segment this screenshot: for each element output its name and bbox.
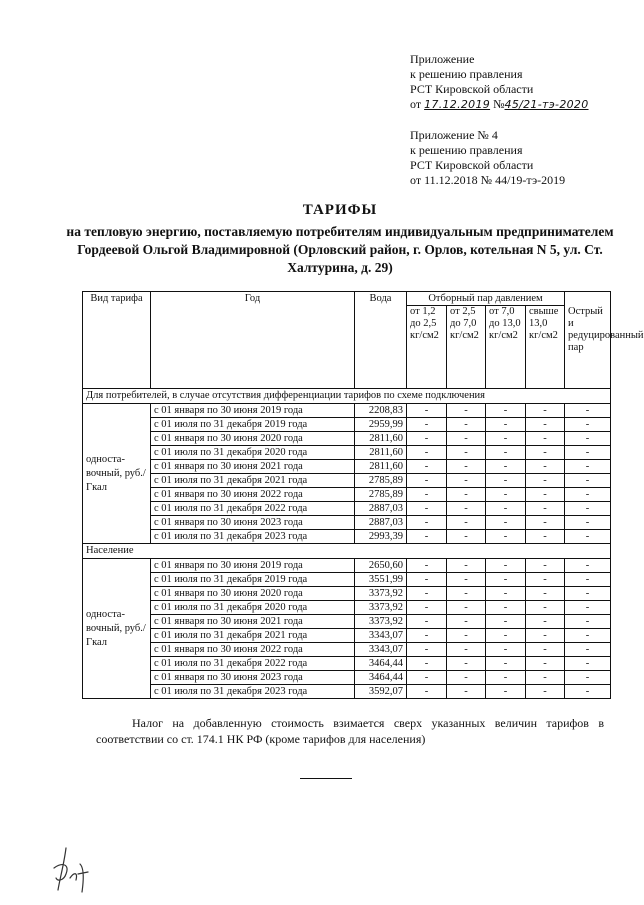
pressure-2-cell: - — [447, 530, 486, 544]
pressure-4-cell: - — [526, 418, 565, 432]
period-cell: с 01 января по 30 июня 2020 года — [151, 432, 355, 446]
appendix-current-line3: РСТ Кировской области — [410, 82, 534, 96]
pressure-4-cell: - — [526, 446, 565, 460]
sharp-steam-cell: - — [565, 432, 611, 446]
table-row — [83, 643, 611, 657]
sharp-steam-cell: - — [565, 643, 611, 657]
pressure-3-cell: - — [486, 502, 526, 516]
header-water: Вода — [355, 292, 407, 389]
pressure-2-cell: - — [447, 671, 486, 685]
handwritten-signature-icon — [40, 838, 100, 898]
water-cell: 3464,44 — [355, 671, 407, 685]
table-row — [83, 587, 611, 601]
table-row — [83, 629, 611, 643]
pressure-4-cell: - — [526, 530, 565, 544]
water-cell: 2887,03 — [355, 516, 407, 530]
pressure-4-cell: - — [526, 643, 565, 657]
appendix-current-line1: Приложение — [410, 52, 475, 66]
period-cell: с 01 июля по 31 декабря 2021 года — [151, 474, 355, 488]
table-row — [83, 573, 611, 587]
table-row — [83, 502, 611, 516]
end-divider — [300, 778, 352, 779]
sharp-steam-cell: - — [565, 418, 611, 432]
table-row — [83, 601, 611, 615]
sharp-steam-cell: - — [565, 657, 611, 671]
pressure-3-cell: - — [486, 418, 526, 432]
table-row — [83, 404, 611, 418]
pressure-4-cell: - — [526, 685, 565, 699]
period-cell: с 01 июля по 31 декабря 2022 года — [151, 657, 355, 671]
table-row — [83, 657, 611, 671]
period-cell: с 01 июля по 31 декабря 2020 года — [151, 601, 355, 615]
appendix-current-number-value: 45/21-тэ-2020 — [504, 98, 589, 111]
period-cell: с 01 января по 30 июня 2019 года — [151, 404, 355, 418]
appendix-current-date-line — [410, 97, 589, 112]
header-pressure-3: от 7,0 до 13,0 кг/см2 — [486, 306, 526, 389]
pressure-3-cell: - — [486, 643, 526, 657]
table-row — [83, 615, 611, 629]
water-cell: 2785,89 — [355, 488, 407, 502]
pressure-3-cell: - — [486, 573, 526, 587]
pressure-3-cell: - — [486, 432, 526, 446]
sharp-steam-cell: - — [565, 573, 611, 587]
table-row — [83, 488, 611, 502]
period-cell: с 01 июля по 31 декабря 2019 года — [151, 573, 355, 587]
table-row — [83, 460, 611, 474]
pressure-1-cell: - — [407, 559, 447, 573]
appendix-previous-line4: от 11.12.2018 № 44/19-тэ-2019 — [410, 173, 566, 187]
sharp-steam-cell: - — [565, 530, 611, 544]
header-pressure-2: от 2,5 до 7,0 кг/см2 — [447, 306, 486, 389]
pressure-3-cell: - — [486, 615, 526, 629]
sharp-steam-cell: - — [565, 615, 611, 629]
pressure-1-cell: - — [407, 601, 447, 615]
pressure-1-cell: - — [407, 657, 447, 671]
pressure-3-cell: - — [486, 404, 526, 418]
appendix-current-line2: к решению правления — [410, 67, 523, 81]
water-cell: 2887,03 — [355, 502, 407, 516]
water-cell: 2811,60 — [355, 432, 407, 446]
water-cell: 2208,83 — [355, 404, 407, 418]
table-row — [83, 446, 611, 460]
period-cell: с 01 января по 30 июня 2023 года — [151, 516, 355, 530]
pressure-1-cell: - — [407, 446, 447, 460]
period-cell: с 01 июля по 31 декабря 2020 года — [151, 446, 355, 460]
period-cell: с 01 января по 30 июня 2020 года — [151, 587, 355, 601]
title-subtitle: на тепловую энергию, поставляемую потребителям индивидуальным предпринимателем Гордеевой Ольгой Владимировной (Орловский район, г. Орлов, котельная N 5, ул. Ст. Халтурина, д. 29) — [66, 224, 614, 275]
water-cell: 3343,07 — [355, 643, 407, 657]
pressure-1-cell: - — [407, 460, 447, 474]
tariff-table-body — [83, 389, 611, 699]
pressure-4-cell: - — [526, 404, 565, 418]
sharp-steam-cell: - — [565, 488, 611, 502]
pressure-3-cell: - — [486, 559, 526, 573]
pressure-1-cell: - — [407, 502, 447, 516]
document-title — [60, 202, 620, 277]
pressure-3-cell: - — [486, 488, 526, 502]
sharp-steam-cell: - — [565, 629, 611, 643]
header-sharp-steam: Острый и редуцированный пар — [565, 292, 611, 389]
pressure-3-cell: - — [486, 474, 526, 488]
pressure-2-cell: - — [447, 446, 486, 460]
table-row — [83, 671, 611, 685]
water-cell: 2785,89 — [355, 474, 407, 488]
sharp-steam-cell: - — [565, 404, 611, 418]
appendix-previous-line3: РСТ Кировской области — [410, 158, 534, 172]
sharp-steam-cell: - — [565, 516, 611, 530]
water-cell: 2993,39 — [355, 530, 407, 544]
period-cell: с 01 июля по 31 декабря 2019 года — [151, 418, 355, 432]
appendix-current-date-value: 17.12.2019 — [424, 98, 491, 111]
pressure-2-cell: - — [447, 615, 486, 629]
pressure-1-cell: - — [407, 418, 447, 432]
pressure-2-cell: - — [447, 559, 486, 573]
period-cell: с 01 января по 30 июня 2021 года — [151, 615, 355, 629]
pressure-1-cell: - — [407, 488, 447, 502]
pressure-1-cell: - — [407, 404, 447, 418]
pressure-3-cell: - — [486, 657, 526, 671]
section-title: Население — [83, 544, 611, 559]
pressure-2-cell: - — [447, 432, 486, 446]
header-pressure-4: свыше 13,0 кг/см2 — [526, 306, 565, 389]
pressure-2-cell: - — [447, 601, 486, 615]
header-tariff-type: Вид тарифа — [83, 292, 151, 389]
pressure-1-cell: - — [407, 530, 447, 544]
period-cell: с 01 января по 30 июня 2022 года — [151, 643, 355, 657]
pressure-1-cell: - — [407, 474, 447, 488]
pressure-4-cell: - — [526, 587, 565, 601]
pressure-4-cell: - — [526, 516, 565, 530]
title-main: ТАРИФЫ — [302, 202, 378, 218]
sharp-steam-cell: - — [565, 671, 611, 685]
sharp-steam-cell: - — [565, 502, 611, 516]
period-cell: с 01 июля по 31 декабря 2022 года — [151, 502, 355, 516]
water-cell: 3551,99 — [355, 573, 407, 587]
pressure-1-cell: - — [407, 615, 447, 629]
pressure-4-cell: - — [526, 615, 565, 629]
pressure-1-cell: - — [407, 587, 447, 601]
period-cell: с 01 января по 30 июня 2021 года — [151, 460, 355, 474]
water-cell: 2959,99 — [355, 418, 407, 432]
pressure-2-cell: - — [447, 573, 486, 587]
water-cell: 3373,92 — [355, 615, 407, 629]
water-cell: 3592,07 — [355, 685, 407, 699]
appendix-previous-line2: к решению правления — [410, 143, 523, 157]
pressure-2-cell: - — [447, 404, 486, 418]
pressure-3-cell: - — [486, 516, 526, 530]
period-cell: с 01 июля по 31 декабря 2023 года — [151, 685, 355, 699]
pressure-1-cell: - — [407, 432, 447, 446]
sharp-steam-cell: - — [565, 601, 611, 615]
pressure-2-cell: - — [447, 502, 486, 516]
period-cell: с 01 июля по 31 декабря 2023 года — [151, 530, 355, 544]
period-cell: с 01 июля по 31 декабря 2021 года — [151, 629, 355, 643]
section-row — [83, 389, 611, 404]
table-row — [83, 432, 611, 446]
pressure-4-cell: - — [526, 629, 565, 643]
table-row — [83, 516, 611, 530]
pressure-2-cell: - — [447, 460, 486, 474]
pressure-2-cell: - — [447, 643, 486, 657]
pressure-2-cell: - — [447, 685, 486, 699]
pressure-4-cell: - — [526, 671, 565, 685]
header-pressure-1: от 1,2 до 2,5 кг/см2 — [407, 306, 447, 389]
pressure-1-cell: - — [407, 573, 447, 587]
pressure-2-cell: - — [447, 629, 486, 643]
table-row — [83, 685, 611, 699]
water-cell: 3464,44 — [355, 657, 407, 671]
pressure-2-cell: - — [447, 657, 486, 671]
pressure-2-cell: - — [447, 474, 486, 488]
pressure-4-cell: - — [526, 460, 565, 474]
pressure-1-cell: - — [407, 685, 447, 699]
pressure-3-cell: - — [486, 629, 526, 643]
pressure-4-cell: - — [526, 502, 565, 516]
appendix-previous-block — [410, 128, 565, 188]
sharp-steam-cell: - — [565, 446, 611, 460]
period-cell: с 01 января по 30 июня 2022 года — [151, 488, 355, 502]
sharp-steam-cell: - — [565, 685, 611, 699]
pressure-4-cell: - — [526, 601, 565, 615]
pressure-3-cell: - — [486, 587, 526, 601]
vat-note: Налог на добавленную стоимость взимается сверх указанных величин тарифов в соответствии со ст. 174.1 НК РФ (кроме тарифов для населения) — [96, 716, 604, 746]
tariff-unit-cell: односта-вочный, руб./Гкал — [83, 404, 151, 544]
pressure-1-cell: - — [407, 629, 447, 643]
pressure-2-cell: - — [447, 418, 486, 432]
pressure-1-cell: - — [407, 643, 447, 657]
pressure-1-cell: - — [407, 671, 447, 685]
header-steam-group: Отборный пар давлением — [407, 292, 565, 306]
pressure-4-cell: - — [526, 573, 565, 587]
table-row — [83, 530, 611, 544]
pressure-2-cell: - — [447, 516, 486, 530]
pressure-4-cell: - — [526, 474, 565, 488]
pressure-1-cell: - — [407, 516, 447, 530]
water-cell: 3373,92 — [355, 587, 407, 601]
pressure-4-cell: - — [526, 657, 565, 671]
pressure-3-cell: - — [486, 685, 526, 699]
appendix-previous-line1: Приложение № 4 — [410, 128, 498, 142]
pressure-4-cell: - — [526, 488, 565, 502]
pressure-3-cell: - — [486, 601, 526, 615]
sharp-steam-cell: - — [565, 474, 611, 488]
pressure-4-cell: - — [526, 559, 565, 573]
period-cell: с 01 января по 30 июня 2019 года — [151, 559, 355, 573]
tariff-table — [82, 291, 644, 699]
tariff-unit-cell: односта-вочный, руб./Гкал — [83, 559, 151, 699]
sharp-steam-cell: - — [565, 587, 611, 601]
period-cell: с 01 января по 30 июня 2023 года — [151, 671, 355, 685]
appendix-current-number-prefix: № — [493, 97, 505, 111]
water-cell: 3373,92 — [355, 601, 407, 615]
section-title: Для потребителей, в случае отсутствия дифференциации тарифов по схеме подключения — [83, 389, 611, 404]
pressure-3-cell: - — [486, 460, 526, 474]
water-cell: 3343,07 — [355, 629, 407, 643]
pressure-3-cell: - — [486, 530, 526, 544]
sharp-steam-cell: - — [565, 460, 611, 474]
water-cell: 2650,60 — [355, 559, 407, 573]
table-row — [83, 474, 611, 488]
appendix-current-date-prefix: от — [410, 97, 422, 111]
pressure-4-cell: - — [526, 432, 565, 446]
water-cell: 2811,60 — [355, 446, 407, 460]
table-row — [83, 559, 611, 573]
pressure-3-cell: - — [486, 446, 526, 460]
pressure-3-cell: - — [486, 671, 526, 685]
sharp-steam-cell: - — [565, 559, 611, 573]
section-row — [83, 544, 611, 559]
pressure-2-cell: - — [447, 587, 486, 601]
table-row — [83, 418, 611, 432]
appendix-current-block — [410, 52, 589, 112]
pressure-2-cell: - — [447, 488, 486, 502]
header-year: Год — [151, 292, 355, 389]
water-cell: 2811,60 — [355, 460, 407, 474]
